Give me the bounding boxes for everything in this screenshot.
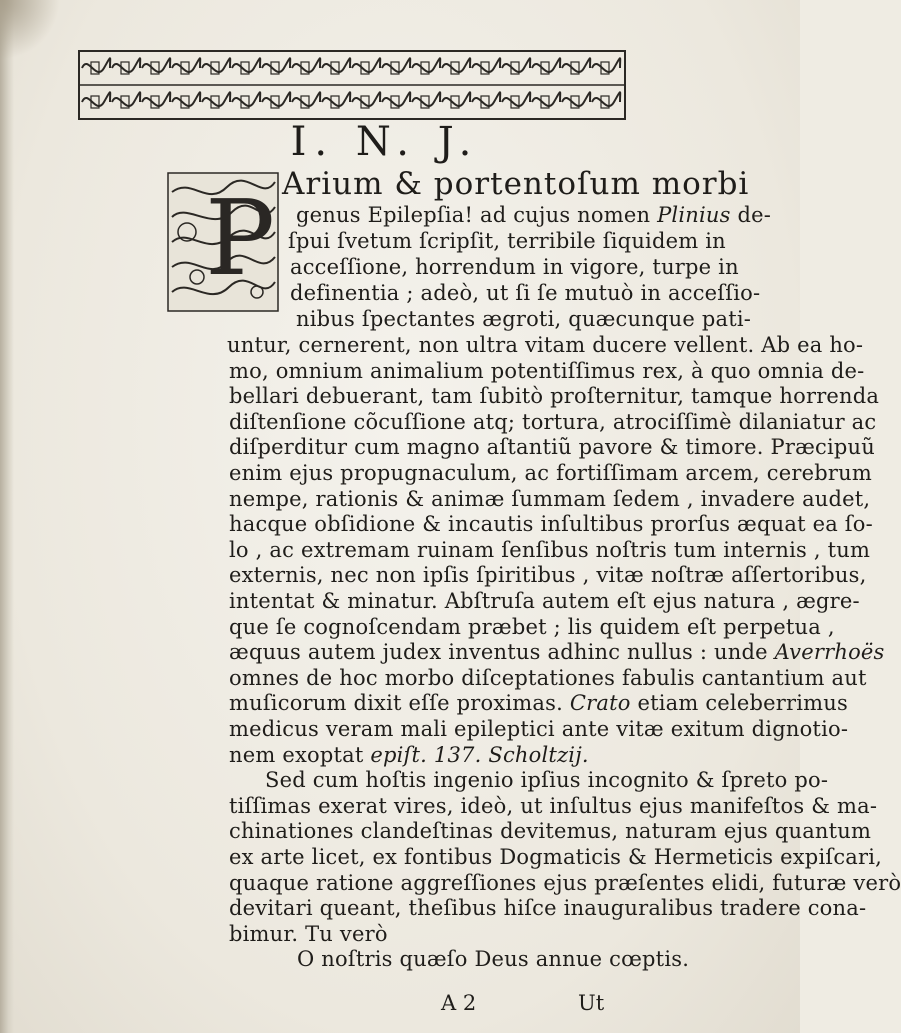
text-line: intentat & minatur. Abſtruſa autem eſt ejus natura , ægre- xyxy=(229,589,860,613)
opening-words: Arium & portentoſum morbi xyxy=(282,166,750,202)
text-line: nibus ſpectantes ægroti, quæcunque pati- xyxy=(296,307,752,331)
text-line: diſperditur cum magno aſtantiũ pavore & timore. Præcipuũ xyxy=(229,435,875,459)
text-line: quaque ratione aggreſſiones ejus præſentes elidi, futuræ verò xyxy=(229,871,901,895)
catchword: Ut xyxy=(578,991,605,1015)
text-line: medicus veram mali epileptici ante vitæ exitum dignotio- xyxy=(229,717,849,741)
text-line: mo, omnium animalium potentiſſimus rex, à quo omnia de- xyxy=(229,359,865,383)
signature-mark: A 2 xyxy=(441,991,477,1015)
text-line: muſicorum dixit eſſe proximas. Crato etiam celeberrimus xyxy=(229,691,848,715)
page-corner-stain xyxy=(0,0,60,60)
invocation-heading: I. N. J. xyxy=(290,119,480,165)
text-line: ex arte licet, ex fontibus Dogmaticis & Hermeticis expiſcari, xyxy=(229,845,883,869)
text-line: enim ejus propugnaculum, ac fortiſſimam arcem, cerebrum xyxy=(229,461,872,485)
text-line: acceſſione, horrendum in vigore, turpe in xyxy=(290,255,739,279)
text-line: omnes de hoc morbo diſceptationes fabulis cantantium aut xyxy=(229,666,867,690)
text-line: externis, nec non ipſis ſpiritibus , vitæ noſtræ aſſertoribus, xyxy=(229,563,867,587)
ornamental-headpiece xyxy=(78,50,626,120)
text-line: devitari queant, theſibus hiſce inauguralibus tradere cona- xyxy=(229,896,867,920)
drop-initial-letter: P xyxy=(205,177,275,299)
text-line: ſpui ſvetum ſcripſit, terribile ſiquidem in xyxy=(288,229,726,253)
text-line: tiſſimas exerat vires, ideò, ut inſultus ejus manifeſtos & ma- xyxy=(229,794,878,818)
page-edge-shadow xyxy=(0,0,14,1033)
text-line: Sed cum hoſtis ingenio ipſius incognito & ſpreto po- xyxy=(265,768,829,792)
text-line: untur, cernerent, non ultra vitam ducere vellent. Ab ea ho- xyxy=(227,333,864,357)
text-line: æquus autem judex inventus adhinc nullus : unde Averrhoës xyxy=(229,640,885,664)
text-line: O noſtris quæſo Deus annue cœptis. xyxy=(297,947,690,971)
text-line: nempe, rationis & animæ ſummam ſedem , invadere audet, xyxy=(229,487,871,511)
text-line: chinationes clandeſtinas devitemus, naturam ejus quantum xyxy=(229,819,872,843)
text-line: genus Epilepſia! ad cujus nomen Plinius de- xyxy=(296,203,772,227)
text-line: nem exoptat epiſt. 137. Scholtzij. xyxy=(229,743,589,767)
text-line: bimur. Tu verò xyxy=(229,922,388,946)
text-line: lo , ac extremam ruinam ſenſibus noſtris tum internis , tum xyxy=(229,538,871,562)
text-line: que ſe cognoſcendam præbet ; lis quidem eſt perpetua , xyxy=(229,615,835,639)
text-line: hacque obſidione & incautis inſultibus prorſus æquat ea ſo- xyxy=(229,512,873,536)
text-line: diſtenſione cõcuſſione atq; tortura, atrociſſimè dilaniatur ac xyxy=(229,410,877,434)
text-line: definentia ; adeò, ut ſi ſe mutuò in acceſſio- xyxy=(290,281,761,305)
text-line: bellari debuerant, tam ſubitò proſternitur, tamque horrenda xyxy=(229,384,880,408)
